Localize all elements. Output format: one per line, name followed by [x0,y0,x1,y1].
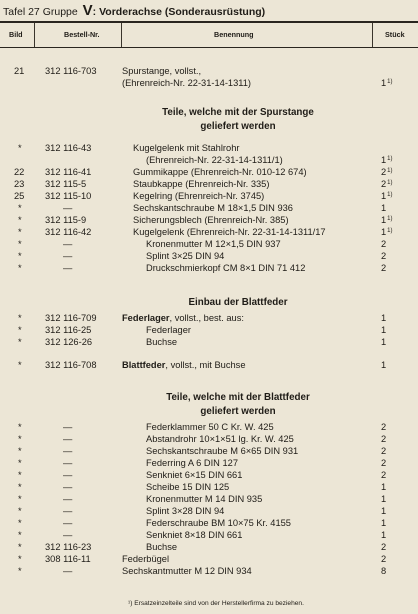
section-heading: geliefert werden [200,406,276,417]
row-description-main: Federlager [122,313,170,323]
footnote-marker: 1) [387,156,393,162]
header-rule-bottom [0,47,418,48]
row-order-number: — [63,434,73,444]
row-quantity [381,239,386,250]
footnote-marker: 1) [387,180,393,186]
row-quantity-value: 2 [381,422,387,432]
row-description [122,78,251,89]
row-bild: * [18,542,22,552]
row-description [146,506,224,517]
footnote-marker: 1) [387,168,393,174]
column-header-qty: Stück [385,30,405,39]
section-heading: geliefert werden [200,121,276,132]
row-order-number: — [63,518,73,528]
row-description [146,470,242,481]
row-order-number: — [63,251,73,261]
footnote-marker: 1) [387,192,393,198]
row-order-number: — [63,530,73,540]
row-bild: * [18,554,22,564]
row-order-number: — [63,239,73,249]
row-quantity-value: 1 [381,494,387,504]
row-order-number: — [63,506,73,516]
row-description-main: Federklammer 50 C Kr. W. 425 [146,422,274,432]
row-bild: * [18,251,22,261]
row-bild: * [18,143,22,153]
row-quantity-value: 1 [381,482,387,492]
column-divider [121,23,122,47]
row-bild: * [18,506,22,516]
row-quantity-value: 2 [381,458,387,468]
row-quantity [381,434,386,445]
row-order-number: — [63,263,73,273]
row-description-main: Federschraube BM 10×75 Kr. 4155 [146,518,291,528]
row-quantity [381,554,386,565]
row-quantity [381,566,386,577]
row-bild: * [18,215,22,225]
row-quantity-value: 1 [381,506,387,516]
row-description-main: Kronenmutter M 12×1,5 DIN 937 [146,239,281,249]
row-quantity-value: 1 [381,518,387,528]
row-description-main: Abstandrohr 10×1×51 lg. Kr. W. 425 [146,434,294,444]
row-quantity [381,78,393,91]
row-bild: 22 [14,167,25,177]
row-quantity [381,518,386,529]
row-quantity-value: 1 [381,227,387,237]
row-bild: * [18,446,22,456]
row-description-main: Sechskantmutter M 12 DIN 934 [122,566,252,576]
row-order-number: 312 116-709 [45,313,97,323]
row-order-number: — [63,203,73,213]
row-bild: * [18,470,22,480]
column-header-nr: Bestell-Nr. [64,30,100,39]
row-description [133,179,269,190]
row-order-number: 312 126-26 [45,337,93,347]
row-bild: * [18,494,22,504]
row-bild: * [18,434,22,444]
row-description [133,143,239,154]
row-quantity-value: 1 [381,360,387,370]
row-bild: 21 [14,66,25,76]
row-description-main: Spurstange, vollst., [122,66,202,76]
row-description [122,66,201,77]
row-description [146,263,305,274]
row-description [146,542,177,553]
row-description [122,554,169,565]
row-quantity-value: 1 [381,337,387,347]
row-description-main: Splint 3×28 DIN 94 [146,506,225,516]
row-description-main: Staubkappe (Ehrenreich-Nr. 335) [133,179,270,189]
row-bild: * [18,263,22,273]
row-description [133,203,293,214]
row-quantity [381,458,386,469]
row-description [133,227,326,238]
footnote: ¹) Ersatzeinzelteile sind von der Herstellerfirma zu beziehen. [128,600,304,607]
row-order-number: 312 116-708 [45,360,97,370]
row-description-main: Federbügel [122,554,170,564]
row-quantity-value: 2 [381,542,387,552]
row-description-main: Druckschmierkopf CM 8×1 DIN 71 412 [146,263,306,273]
row-quantity-value: 1 [381,203,387,213]
row-description [146,422,274,433]
row-order-number: 312 115-5 [45,179,87,189]
row-order-number: 308 116-11 [45,554,91,564]
footnote-marker: 1) [387,216,393,222]
row-order-number: 312 116-42 [45,227,92,237]
row-description [146,530,242,541]
column-header-bild: Bild [9,30,23,39]
section-letter: V [82,2,93,19]
section-heading: Einbau der Blattfeder [188,297,288,308]
row-order-number: 312 116-43 [45,143,92,153]
row-quantity [381,506,386,517]
row-description-main: Federlager [146,325,191,335]
row-bild: * [18,360,22,370]
row-order-number: 312 116-23 [45,542,92,552]
column-divider [372,23,373,47]
row-quantity [381,470,386,481]
footnote-marker: 1) [387,228,393,234]
row-description [146,155,283,166]
footnote-marker: 1) [387,79,393,85]
row-order-number: — [63,422,73,432]
row-bild: * [18,566,22,576]
row-quantity-value: 2 [381,251,387,261]
row-quantity-value: 2 [381,263,387,273]
row-description [146,434,294,445]
row-bild: * [18,203,22,213]
row-quantity [381,482,386,493]
row-description [122,566,252,577]
row-description-main: Buchse [146,542,178,552]
row-description [146,325,191,336]
row-description [146,482,229,493]
row-bild: * [18,239,22,249]
row-description-main: Splint 3×25 DIN 94 [146,251,225,261]
row-bild: * [18,337,22,347]
row-quantity-value: 1 [381,191,387,201]
row-description [146,446,298,457]
row-quantity-value: 2 [381,239,387,249]
row-description [133,215,289,226]
row-quantity [381,360,386,371]
row-bild: * [18,530,22,540]
row-order-number: 312 115-9 [45,215,87,225]
row-quantity [381,203,386,214]
row-description-rest: , vollst., mit Buchse [165,360,246,370]
row-description-main: Kegelring (Ehrenreich-Nr. 3745) [133,191,265,201]
row-description-main: Blattfeder [122,360,166,370]
row-description-main: Senkniet 8×18 DIN 661 [146,530,243,540]
row-quantity-value: 2 [381,446,387,456]
row-description-main: (Ehrenreich-Nr. 22-31-14-1311) [122,78,252,88]
row-description [146,239,281,250]
row-bild: * [18,422,22,432]
section-title: : Vorderachse (Sonderausrüstung) [92,6,266,18]
row-description-main: Kugelgelenk mit Stahlrohr [133,143,240,153]
row-order-number: 312 116-41 [45,167,92,177]
row-description [146,494,262,505]
row-description-main: Gummikappe (Ehrenreich-Nr. 010-12 674) [133,167,307,177]
row-quantity-value: 1 [381,530,387,540]
row-quantity [381,313,386,324]
row-quantity-value: 2 [381,434,387,444]
row-quantity [381,446,386,457]
row-quantity-value: 1 [381,78,387,88]
row-quantity-value: 1 [381,155,387,165]
row-description-main: Sechskantschraube M 18×1,5 DIN 936 [133,203,293,213]
header-rule-top [0,21,418,23]
column-header-name: Benennung [214,30,254,39]
group-label: Gruppe [42,6,78,18]
row-quantity [381,251,386,262]
row-quantity-value: 1 [381,215,387,225]
row-quantity [381,494,386,505]
row-order-number: — [63,482,73,492]
row-description [133,167,307,178]
row-description [133,191,264,202]
row-description-main: Senkniet 6×15 DIN 661 [146,470,243,480]
row-description [146,251,224,262]
row-description-main: Kugelgelenk (Ehrenreich-Nr. 22-31-14-1311/17 [133,227,326,237]
row-order-number: 312 116-25 [45,325,92,335]
row-quantity-value: 2 [381,167,387,177]
row-bild: * [18,482,22,492]
page-header [3,2,265,19]
row-order-number: 312 115-10 [45,191,92,201]
row-description-main: (Ehrenreich-Nr. 22-31-14-1311/1) [146,155,283,165]
row-description [122,313,244,324]
row-bild: 23 [14,179,25,189]
row-description [146,518,291,529]
row-quantity [381,422,386,433]
row-bild: * [18,518,22,528]
row-description [146,337,177,348]
row-quantity [381,542,386,553]
section-heading: Teile, welche mit der Blattfeder [166,392,310,403]
plate-label: Tafel 27 [3,6,40,18]
row-bild: * [18,227,22,237]
row-quantity-value: 8 [381,566,387,576]
row-description-main: Sicherungsblech (Ehrenreich-Nr. 385) [133,215,289,225]
row-quantity [381,325,386,336]
row-bild: * [18,313,22,323]
row-quantity-value: 1 [381,325,387,335]
row-quantity-value: 2 [381,179,387,189]
row-description [146,458,238,469]
row-quantity-value: 2 [381,554,387,564]
row-description-main: Federring A 6 DIN 127 [146,458,238,468]
row-order-number: — [63,470,73,480]
row-bild: * [18,458,22,468]
row-quantity-value: 2 [381,470,387,480]
section-heading: Teile, welche mit der Spurstange [162,107,314,118]
row-quantity [381,530,386,541]
row-description-main: Kronenmutter M 14 DIN 935 [146,494,263,504]
row-order-number: 312 116-703 [45,66,97,76]
row-description-main: Buchse [146,337,178,347]
row-description-main: Sechskantschraube M 6×65 DIN 931 [146,446,299,456]
row-description-main: Scheibe 15 DIN 125 [146,482,230,492]
row-quantity [381,337,386,348]
row-order-number: — [63,566,73,576]
row-bild: 25 [14,191,25,201]
row-quantity-value: 1 [381,313,387,323]
row-description [122,360,246,371]
row-bild: * [18,325,22,335]
row-order-number: — [63,494,73,504]
column-divider [34,23,35,47]
row-description-rest: , vollst., best. aus: [169,313,244,323]
row-order-number: — [63,458,73,468]
row-quantity [381,263,386,274]
row-order-number: — [63,446,73,456]
